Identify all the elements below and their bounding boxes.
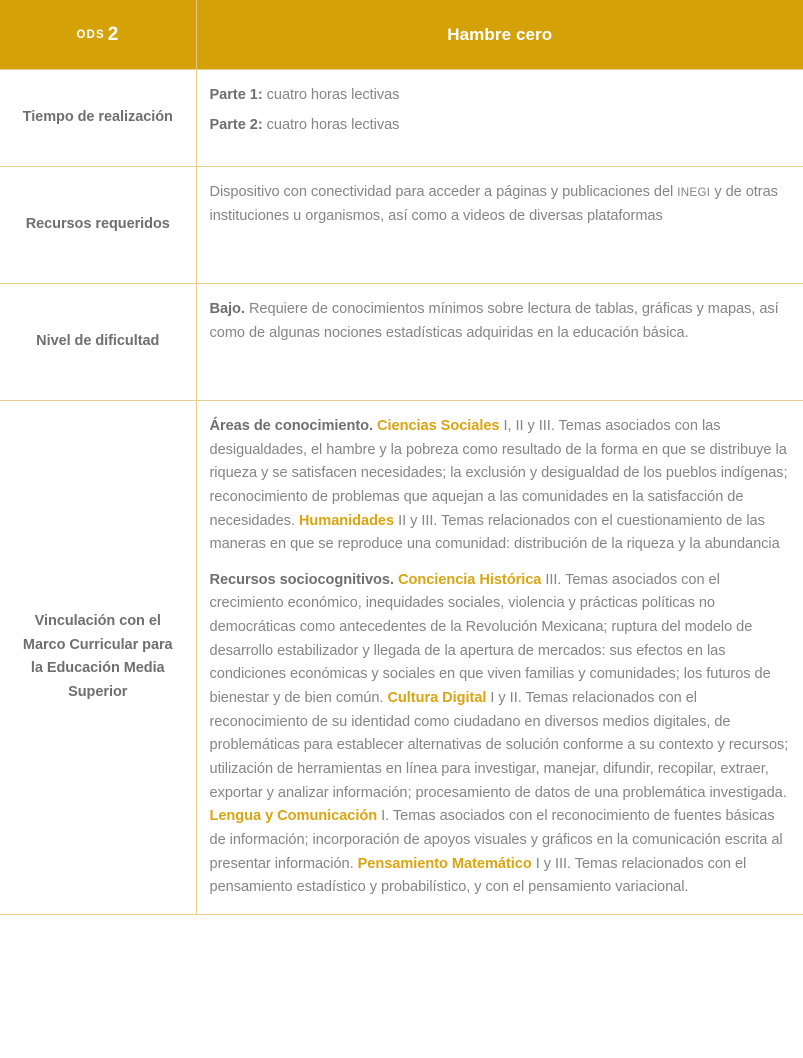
pensamiento-matematico-description: I y III. Temas relacionados con el pensamiento estadístico y probabilístico, y con el pensamiento variacional.	[209, 855, 747, 896]
table-row-tiempo-de-realizacion	[0, 70, 803, 167]
ciencias-sociales-description: I, II y III. Temas asociados con las desigualdades, el hambre y la pobreza como resultado de la forma en que se distribuye la riqueza y se satisfacen necesidades; la exclusión y desigualdad de los pueblos indígenas; reconocimiento de problemas que aquejan a las comunidades en la satisfacción de necesidades.	[209, 418, 788, 529]
tiempo-line-2-label: Parte 2:	[209, 116, 263, 133]
header-cell-ods	[0, 0, 196, 70]
row-content-nivel	[196, 284, 803, 401]
nivel-level-value: Bajo.	[209, 301, 245, 317]
table-body	[0, 70, 803, 915]
row-content-recursos	[196, 167, 803, 284]
header-row	[0, 0, 803, 70]
areas-lead-label: Áreas de conocimiento.	[209, 418, 374, 434]
tiempo-line-1	[210, 84, 790, 108]
nivel-paragraph	[210, 298, 790, 345]
header-cell-title: Hambre cero	[196, 0, 803, 70]
humanidades-description: II y III. Temas relacionados con el cuestionamiento de las maneras en que se reproduce una comunidad: distribución de la riqueza y la abundancia	[209, 512, 780, 553]
subject-cultura-digital: Cultura Digital	[387, 690, 487, 707]
row-label-tiempo: Tiempo de realización	[0, 70, 196, 167]
header-ods-label	[0, 25, 196, 44]
tiempo-line-1-value: cuatro horas lectivas	[262, 87, 400, 103]
row-label-nivel: Nivel de dificultad	[0, 284, 196, 401]
header-ods-number: 2	[107, 24, 119, 45]
cultura-digital-description: I y II. Temas relacionados con el reconocimiento de su identidad como ciudadano en diversos medios digitales, de problemáticas para establecer alternativas de solución conforme a su contexto y recursos; utilización de herramientas en línea para investigar, manejar, difundir, recopilar, extraer, exportar y analizar información; procesamiento de datos de una problemática investigada.	[209, 690, 789, 801]
recursos-text-after: y de otras instituciones u organismos, así como a videos de diversas plataformas	[209, 184, 778, 224]
subject-ciencias-sociales: Ciencias Sociales	[377, 418, 500, 434]
recursos-sociocognitivos-lead-label: Recursos sociocognitivos.	[209, 571, 394, 588]
recursos-paragraph	[210, 181, 790, 228]
tiempo-line-1-label: Parte 1:	[209, 87, 263, 103]
tiempo-line-2-value: cuatro horas lectivas	[262, 116, 400, 133]
recursos-inegi-acronym: INEGI	[677, 186, 711, 199]
row-content-vinculacion	[196, 401, 803, 915]
lengua-y-comunicacion-description: I. Temas asociados con el reconocimiento de fuentes básicas de información; incorporación de apoyos visuales y gráficos en la comunicación escrita al presentar información.	[209, 808, 783, 872]
subject-conciencia-historica: Conciencia Histórica	[397, 571, 542, 588]
recursos-text-before: Dispositivo con conectividad para acceder a páginas y publicaciones del	[209, 184, 678, 200]
subject-pensamiento-matematico: Pensamiento Matemático	[357, 855, 532, 872]
vinculacion-paragraph-areas	[210, 415, 790, 557]
table-row-nivel-de-dificultad	[0, 284, 803, 401]
table-header	[0, 0, 803, 70]
subject-humanidades: Humanidades	[298, 512, 395, 529]
row-label-vinculacion: Vinculación con el Marco Curricular para la Educación Media Superior	[0, 401, 196, 915]
row-label-recursos: Recursos requeridos	[0, 167, 196, 284]
table-row-recursos-requeridos	[0, 167, 803, 284]
subject-lengua-y-comunicacion: Lengua y Comunicación	[209, 808, 378, 825]
table-row-vinculacion-marco-curricular	[0, 401, 803, 915]
conciencia-historica-description: III. Temas asociados con el crecimiento económico, inequidades sociales, violencia y prácticas políticas no democráticas como antecedentes de la Revolución Mexicana; ruptura del modelo de desarrollo estabilizador y llegada de la apertura de mercados: sus efectos en las condiciones económicas y sociales en que viven familias y comunidades; los futuros de bienestar y de bien común.	[209, 571, 771, 707]
tiempo-line-2	[210, 114, 790, 138]
header-ods-prefix: ODS	[76, 29, 105, 41]
nivel-description: Requiere de conocimientos mínimos sobre lectura de tablas, gráficas y mapas, así como de algunas nociones estadísticas adquiridas en la educación básica.	[209, 301, 779, 341]
row-content-tiempo	[196, 70, 803, 167]
vinculacion-paragraph-recursos-sociocognitivos	[210, 569, 790, 900]
